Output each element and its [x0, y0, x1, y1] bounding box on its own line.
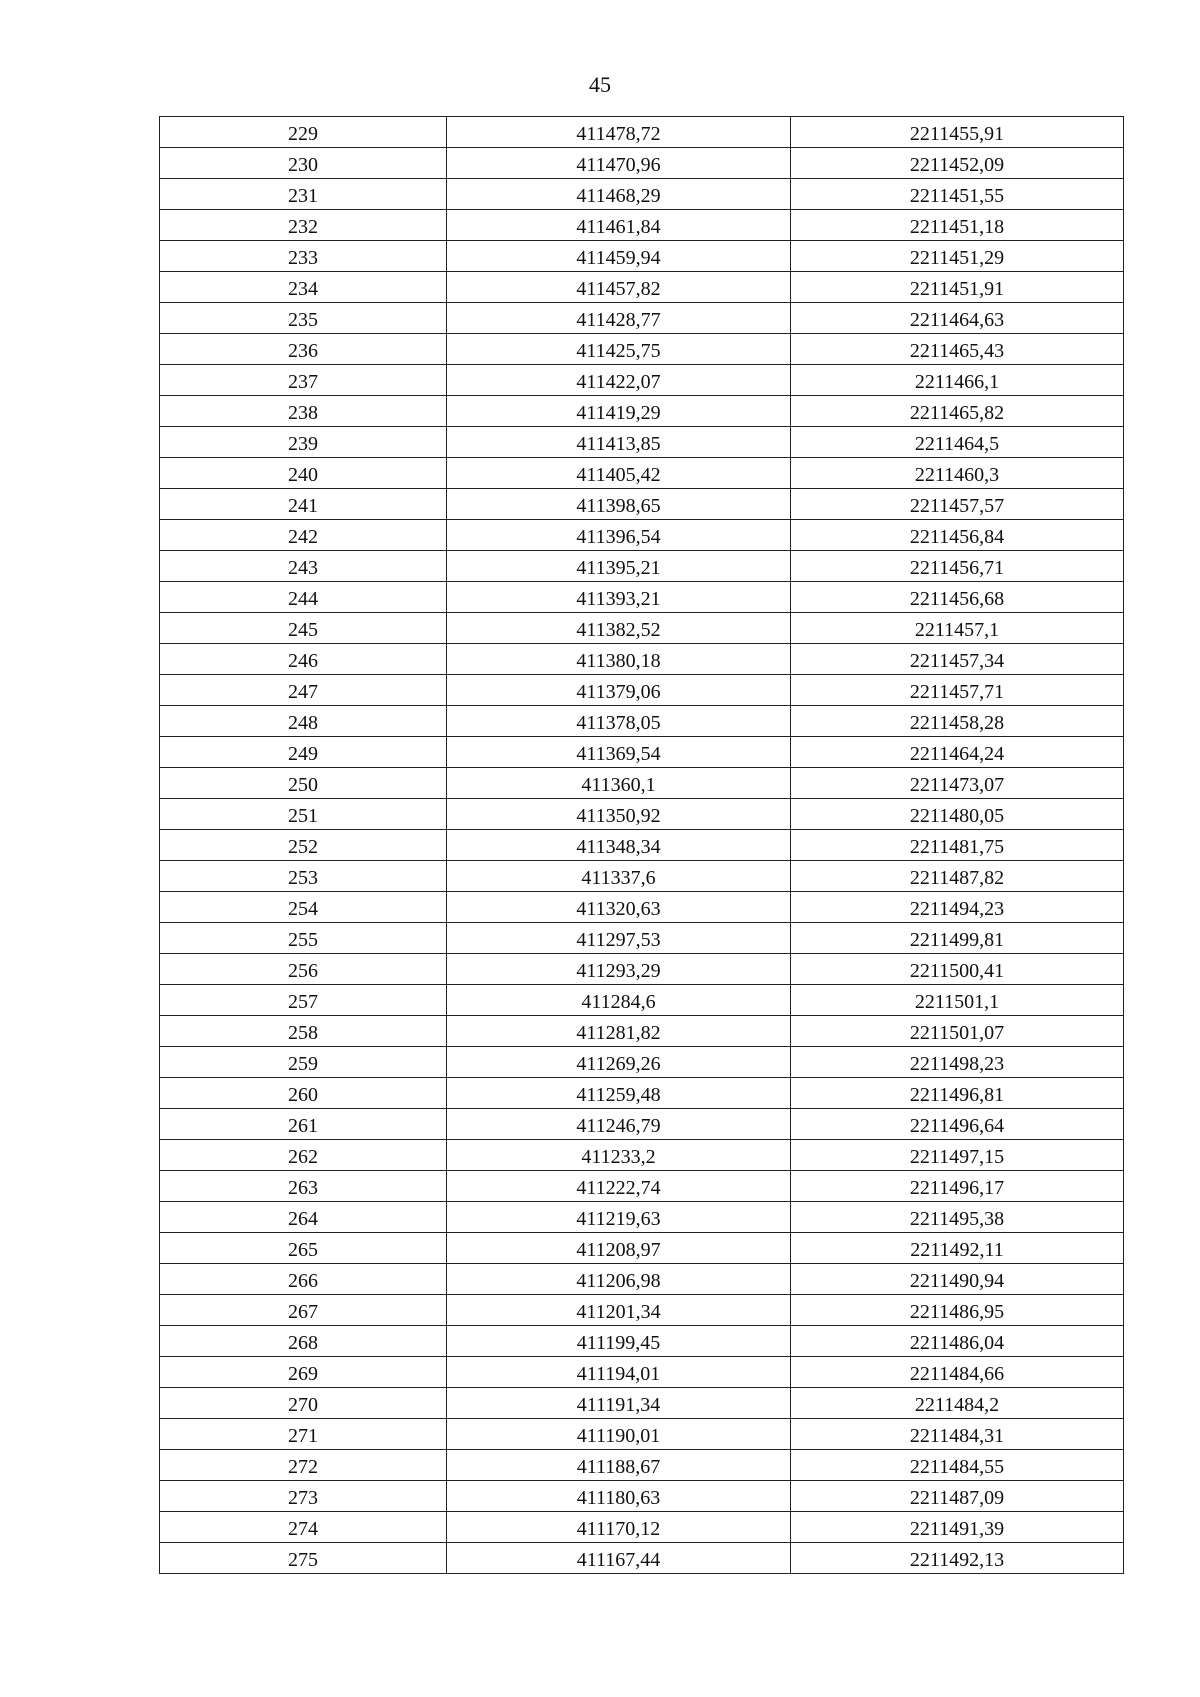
point-number-cell: 235: [160, 303, 447, 334]
y-coordinate-cell: 2211458,28: [791, 706, 1124, 737]
table-row: [160, 1140, 1124, 1171]
x-coordinate-cell: 411398,65: [447, 489, 791, 520]
point-number-cell: 270: [160, 1388, 447, 1419]
x-coordinate-cell: 411468,29: [447, 179, 791, 210]
x-coordinate-cell: 411419,29: [447, 396, 791, 427]
x-coordinate-cell: 411233,2: [447, 1140, 791, 1171]
table-row: [160, 644, 1124, 675]
x-coordinate-cell: 411396,54: [447, 520, 791, 551]
point-number-cell: 236: [160, 334, 447, 365]
x-coordinate-cell: 411297,53: [447, 923, 791, 954]
table-row: [160, 1202, 1124, 1233]
y-coordinate-cell: 2211451,18: [791, 210, 1124, 241]
table-row: [160, 706, 1124, 737]
point-number-cell: 274: [160, 1512, 447, 1543]
y-coordinate-cell: 2211497,15: [791, 1140, 1124, 1171]
x-coordinate-cell: 411281,82: [447, 1016, 791, 1047]
page-number: 45: [589, 72, 611, 97]
table-row: [160, 1357, 1124, 1388]
point-number-cell: 255: [160, 923, 447, 954]
point-number-cell: 240: [160, 458, 447, 489]
table-row: [160, 737, 1124, 768]
y-coordinate-cell: 2211496,64: [791, 1109, 1124, 1140]
y-coordinate-cell: 2211481,75: [791, 830, 1124, 861]
point-number-cell: 230: [160, 148, 447, 179]
table-row: [160, 520, 1124, 551]
point-number-cell: 238: [160, 396, 447, 427]
y-coordinate-cell: 2211487,09: [791, 1481, 1124, 1512]
x-coordinate-cell: 411167,44: [447, 1543, 791, 1574]
point-number-cell: 263: [160, 1171, 447, 1202]
y-coordinate-cell: 2211491,39: [791, 1512, 1124, 1543]
table-row: [160, 365, 1124, 396]
y-coordinate-cell: 2211465,43: [791, 334, 1124, 365]
x-coordinate-cell: 411269,26: [447, 1047, 791, 1078]
point-number-cell: 269: [160, 1357, 447, 1388]
point-number-cell: 252: [160, 830, 447, 861]
x-coordinate-cell: 411219,63: [447, 1202, 791, 1233]
point-number-cell: 245: [160, 613, 447, 644]
table-row: [160, 1419, 1124, 1450]
point-number-cell: 268: [160, 1326, 447, 1357]
y-coordinate-cell: 2211486,04: [791, 1326, 1124, 1357]
point-number-cell: 229: [160, 117, 447, 148]
table-row: [160, 1295, 1124, 1326]
table-row: [160, 923, 1124, 954]
x-coordinate-cell: 411259,48: [447, 1078, 791, 1109]
table-row: [160, 1388, 1124, 1419]
y-coordinate-cell: 2211464,63: [791, 303, 1124, 334]
point-number-cell: 232: [160, 210, 447, 241]
x-coordinate-cell: 411194,01: [447, 1357, 791, 1388]
x-coordinate-cell: 411379,06: [447, 675, 791, 706]
x-coordinate-cell: 411337,6: [447, 861, 791, 892]
table-row: [160, 117, 1124, 148]
x-coordinate-cell: 411180,63: [447, 1481, 791, 1512]
point-number-cell: 239: [160, 427, 447, 458]
x-coordinate-cell: 411461,84: [447, 210, 791, 241]
table-row: [160, 1450, 1124, 1481]
table-row: [160, 1109, 1124, 1140]
y-coordinate-cell: 2211487,82: [791, 861, 1124, 892]
y-coordinate-cell: 2211451,91: [791, 272, 1124, 303]
y-coordinate-cell: 2211455,91: [791, 117, 1124, 148]
point-number-cell: 249: [160, 737, 447, 768]
point-number-cell: 261: [160, 1109, 447, 1140]
y-coordinate-cell: 2211465,82: [791, 396, 1124, 427]
y-coordinate-cell: 2211501,1: [791, 985, 1124, 1016]
x-coordinate-cell: 411478,72: [447, 117, 791, 148]
y-coordinate-cell: 2211456,68: [791, 582, 1124, 613]
table-row: [160, 210, 1124, 241]
x-coordinate-cell: 411246,79: [447, 1109, 791, 1140]
x-coordinate-cell: 411350,92: [447, 799, 791, 830]
table-row: [160, 675, 1124, 706]
table-row: [160, 458, 1124, 489]
table-row: [160, 303, 1124, 334]
y-coordinate-cell: 2211464,24: [791, 737, 1124, 768]
y-coordinate-cell: 2211496,17: [791, 1171, 1124, 1202]
table-row: [160, 985, 1124, 1016]
x-coordinate-cell: 411208,97: [447, 1233, 791, 1264]
y-coordinate-cell: 2211498,23: [791, 1047, 1124, 1078]
point-number-cell: 265: [160, 1233, 447, 1264]
table-row: [160, 241, 1124, 272]
point-number-cell: 262: [160, 1140, 447, 1171]
table-row: [160, 1481, 1124, 1512]
point-number-cell: 247: [160, 675, 447, 706]
point-number-cell: 258: [160, 1016, 447, 1047]
y-coordinate-cell: 2211500,41: [791, 954, 1124, 985]
point-number-cell: 256: [160, 954, 447, 985]
y-coordinate-cell: 2211452,09: [791, 148, 1124, 179]
x-coordinate-cell: 411170,12: [447, 1512, 791, 1543]
table-row: [160, 396, 1124, 427]
point-number-cell: 253: [160, 861, 447, 892]
point-number-cell: 257: [160, 985, 447, 1016]
point-number-cell: 254: [160, 892, 447, 923]
table-row: [160, 489, 1124, 520]
x-coordinate-cell: 411222,74: [447, 1171, 791, 1202]
x-coordinate-cell: 411190,01: [447, 1419, 791, 1450]
y-coordinate-cell: 2211486,95: [791, 1295, 1124, 1326]
point-number-cell: 233: [160, 241, 447, 272]
y-coordinate-cell: 2211460,3: [791, 458, 1124, 489]
point-number-cell: 264: [160, 1202, 447, 1233]
y-coordinate-cell: 2211457,71: [791, 675, 1124, 706]
point-number-cell: 275: [160, 1543, 447, 1574]
point-number-cell: 250: [160, 768, 447, 799]
point-number-cell: 251: [160, 799, 447, 830]
table-row: [160, 830, 1124, 861]
point-number-cell: 243: [160, 551, 447, 582]
table-row: [160, 768, 1124, 799]
point-number-cell: 234: [160, 272, 447, 303]
y-coordinate-cell: 2211456,84: [791, 520, 1124, 551]
point-number-cell: 259: [160, 1047, 447, 1078]
point-number-cell: 272: [160, 1450, 447, 1481]
table-row: [160, 179, 1124, 210]
y-coordinate-cell: 2211480,05: [791, 799, 1124, 830]
x-coordinate-cell: 411457,82: [447, 272, 791, 303]
y-coordinate-cell: 2211456,71: [791, 551, 1124, 582]
point-number-cell: 244: [160, 582, 447, 613]
x-coordinate-cell: 411378,05: [447, 706, 791, 737]
table-row: [160, 861, 1124, 892]
y-coordinate-cell: 2211457,1: [791, 613, 1124, 644]
table-row: [160, 334, 1124, 365]
table-row: [160, 1264, 1124, 1295]
table-row: [160, 1233, 1124, 1264]
x-coordinate-cell: 411393,21: [447, 582, 791, 613]
table-row: [160, 1078, 1124, 1109]
point-number-cell: 242: [160, 520, 447, 551]
y-coordinate-cell: 2211466,1: [791, 365, 1124, 396]
x-coordinate-cell: 411422,07: [447, 365, 791, 396]
point-number-cell: 248: [160, 706, 447, 737]
point-number-cell: 267: [160, 1295, 447, 1326]
point-number-cell: 246: [160, 644, 447, 675]
table-row: [160, 1543, 1124, 1574]
y-coordinate-cell: 2211451,29: [791, 241, 1124, 272]
x-coordinate-cell: 411459,94: [447, 241, 791, 272]
x-coordinate-cell: 411380,18: [447, 644, 791, 675]
x-coordinate-cell: 411199,45: [447, 1326, 791, 1357]
table-row: [160, 892, 1124, 923]
point-number-cell: 241: [160, 489, 447, 520]
y-coordinate-cell: 2211473,07: [791, 768, 1124, 799]
x-coordinate-cell: 411191,34: [447, 1388, 791, 1419]
x-coordinate-cell: 411348,34: [447, 830, 791, 861]
y-coordinate-cell: 2211499,81: [791, 923, 1124, 954]
point-number-cell: 231: [160, 179, 447, 210]
y-coordinate-cell: 2211484,31: [791, 1419, 1124, 1450]
table-row: [160, 1326, 1124, 1357]
coordinates-table: [159, 116, 1124, 1574]
x-coordinate-cell: 411188,67: [447, 1450, 791, 1481]
table-row: [160, 148, 1124, 179]
table-row: [160, 613, 1124, 644]
x-coordinate-cell: 411425,75: [447, 334, 791, 365]
x-coordinate-cell: 411284,6: [447, 985, 791, 1016]
table-row: [160, 551, 1124, 582]
x-coordinate-cell: 411369,54: [447, 737, 791, 768]
table-row: [160, 1016, 1124, 1047]
x-coordinate-cell: 411470,96: [447, 148, 791, 179]
y-coordinate-cell: 2211484,66: [791, 1357, 1124, 1388]
y-coordinate-cell: 2211492,11: [791, 1233, 1124, 1264]
table-row: [160, 954, 1124, 985]
y-coordinate-cell: 2211492,13: [791, 1543, 1124, 1574]
y-coordinate-cell: 2211494,23: [791, 892, 1124, 923]
table-row: [160, 582, 1124, 613]
y-coordinate-cell: 2211451,55: [791, 179, 1124, 210]
point-number-cell: 260: [160, 1078, 447, 1109]
x-coordinate-cell: 411395,21: [447, 551, 791, 582]
table-row: [160, 272, 1124, 303]
x-coordinate-cell: 411428,77: [447, 303, 791, 334]
y-coordinate-cell: 2211484,55: [791, 1450, 1124, 1481]
y-coordinate-cell: 2211464,5: [791, 427, 1124, 458]
y-coordinate-cell: 2211501,07: [791, 1016, 1124, 1047]
table-row: [160, 1512, 1124, 1543]
x-coordinate-cell: 411413,85: [447, 427, 791, 458]
coordinates-table-body: [160, 117, 1124, 1574]
x-coordinate-cell: 411201,34: [447, 1295, 791, 1326]
point-number-cell: 273: [160, 1481, 447, 1512]
x-coordinate-cell: 411382,52: [447, 613, 791, 644]
x-coordinate-cell: 411206,98: [447, 1264, 791, 1295]
y-coordinate-cell: 2211457,34: [791, 644, 1124, 675]
point-number-cell: 271: [160, 1419, 447, 1450]
table-row: [160, 1171, 1124, 1202]
table-row: [160, 799, 1124, 830]
x-coordinate-cell: 411293,29: [447, 954, 791, 985]
y-coordinate-cell: 2211495,38: [791, 1202, 1124, 1233]
point-number-cell: 237: [160, 365, 447, 396]
y-coordinate-cell: 2211484,2: [791, 1388, 1124, 1419]
x-coordinate-cell: 411405,42: [447, 458, 791, 489]
y-coordinate-cell: 2211457,57: [791, 489, 1124, 520]
table-row: [160, 427, 1124, 458]
table-row: [160, 1047, 1124, 1078]
y-coordinate-cell: 2211490,94: [791, 1264, 1124, 1295]
x-coordinate-cell: 411360,1: [447, 768, 791, 799]
point-number-cell: 266: [160, 1264, 447, 1295]
x-coordinate-cell: 411320,63: [447, 892, 791, 923]
y-coordinate-cell: 2211496,81: [791, 1078, 1124, 1109]
